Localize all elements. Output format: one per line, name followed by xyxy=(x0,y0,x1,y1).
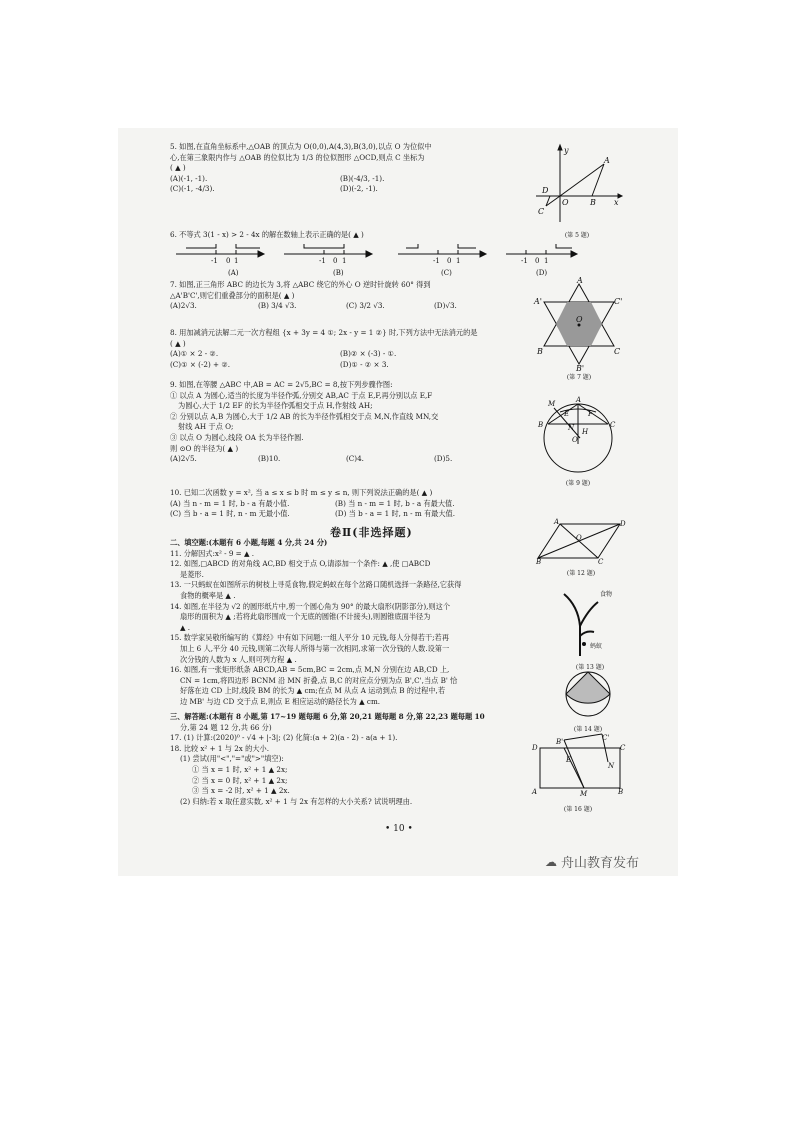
q5-line-1: 5. 如图,在直角坐标系中,△OAB 的顶点为 O(0,0),A(4,3),B(3,0),以点 O 为位似中 xyxy=(170,142,432,151)
q7-label-b-prime: B' xyxy=(576,364,585,373)
fill-line-2: 11. 分解因式:x² - 9 = ▲ . xyxy=(170,548,255,558)
q6-number-line-figure xyxy=(176,240,586,282)
q13-label-ant: 蚂蚁 xyxy=(590,643,603,650)
q12-label-d: D xyxy=(620,520,626,528)
fill-line-11: 加上 6 人,平分 40 元钱,则第二次每人所得与第一次相同,求第一次分钱的人数.设第一 xyxy=(180,643,450,653)
watermark-text: 舟山教育发布 xyxy=(561,856,640,871)
q12-label-c: C xyxy=(598,558,604,566)
q6-b-tick-0: 0 xyxy=(333,257,338,265)
q5-caption: (第 5 题) xyxy=(564,232,590,239)
q10-option-c: (C) 当 b - a = 1 时, n - m 无最小值. xyxy=(170,509,290,519)
fill-line-8: 扇形的面积为 ▲ ;若将此扇形围成一个无底的圆锥(不计接头),则圆锥底面半径为 xyxy=(180,612,431,622)
q10-option-b: (B) 当 n - m = 1 时, b - a 有最大值. xyxy=(335,498,455,508)
q12-caption: (第 12 题) xyxy=(566,570,596,577)
q7-line-2: △A'B'C',则它们重叠部分的面积是( ▲ ) xyxy=(170,290,295,300)
q9-option-d: (D)5. xyxy=(434,454,453,464)
fill-line-1: 二、填空题:(本题有 6 小题,每题 4 分,共 24 分) xyxy=(170,538,328,547)
q5-line-3: ( ▲ ) xyxy=(170,163,186,173)
figure-q5 xyxy=(532,144,622,239)
q16-label-d: D xyxy=(532,744,538,752)
q7-label-c-prime: C' xyxy=(614,297,623,306)
q9-label-a: A xyxy=(576,396,582,404)
answer-line-9: (2) 归纳:若 x 取任意实数, x² + 1 与 2x 有怎样的大小关系? 试说明理由. xyxy=(180,796,413,806)
page-number: • 10 • xyxy=(385,824,413,834)
q6-option-c: (C) xyxy=(441,269,452,277)
q9-label-c: C xyxy=(610,421,616,429)
q16-label-e: E xyxy=(566,756,572,764)
q16-label-c-prime: C' xyxy=(602,734,610,742)
q6-number-lines xyxy=(176,240,586,286)
q9-label-n: N xyxy=(568,424,575,432)
q16-label-c: C xyxy=(620,744,626,752)
q6-d-tick-1: 1 xyxy=(544,257,549,265)
q5-line-2: 心,在第三象限内作与 △OAB 的位似比为 1/3 的位似图形 △OCD,则点 C 坐标为 xyxy=(170,152,425,162)
fill-line-13: 16. 如图,有一张矩形纸条 ABCD,AB = 5cm,BC = 2cm,点 M,N 分别在边 AB,CD 上, xyxy=(170,665,450,675)
q9-option-b: (B)10. xyxy=(258,454,281,464)
fill-line-7: 14. 如图,在半径为 √2 的圆形纸片中,剪一个圆心角为 90° 的最大扇形(阴影部分),则这个 xyxy=(170,601,451,611)
q6-a-tick-0: 0 xyxy=(226,257,231,265)
q5-label-a: A xyxy=(604,156,610,165)
fill-line-16: 边 MB' 与边 CD 交于点 E,则点 E 相应运动的路径长为 ▲ cm. xyxy=(180,696,381,706)
fill-line-10: 15. 数学家吴敬所编写的《算经》中有如下问题:一组人平分 10 元钱,每人分得若干;若再 xyxy=(170,633,449,643)
q8-option-a: (A)① × 2 - ②. xyxy=(170,349,219,359)
figure-q12 xyxy=(536,518,626,577)
q9-line-4: ② 分别以点 A,B 为圆心,大于 1/2 AB 的长为半径作弧相交于点 M,N,作直线 MN,交 xyxy=(170,411,439,421)
q5-label-d: D xyxy=(542,186,549,195)
q16-label-b: B xyxy=(618,788,624,796)
q10-option-a: (A) 当 n - m = 1 时, b - a 有最小值. xyxy=(170,498,290,508)
q12-parallelogram-figure xyxy=(536,518,626,564)
q7-option-b: (B) 3/4 √3. xyxy=(258,301,297,311)
q10-line-1: 10. 已知二次函数 y = x², 当 a ≤ x ≤ b 时 m ≤ y ≤ n, 则下列说法正确的是( ▲ ) xyxy=(170,488,433,497)
q6-b-tick-neg1: -1 xyxy=(319,257,326,265)
q8-line-2: ( ▲ ) xyxy=(170,338,186,348)
fill-line-5: 13. 一只蚂蚁在如图所示的树枝上寻觅食物,假定蚂蚁在每个岔路口随机选择一条路径,它获得 xyxy=(170,580,462,590)
q7-option-a: (A)2√3. xyxy=(170,301,197,311)
q14-sector-figure xyxy=(560,670,616,720)
q9-line-7: 则 ⊙O 的半径为( ▲ ) xyxy=(170,443,239,453)
answer-line-6: ① 当 x = 1 时, x² + 1 ▲ 2x; xyxy=(192,764,288,774)
q6-option-b: (B) xyxy=(333,269,344,277)
q5-option-b: (B)(-4/3, -1). xyxy=(340,173,385,183)
q5-option-c: (C)(-1, -4/3). xyxy=(170,184,215,194)
q7-star-figure xyxy=(534,276,624,373)
q13-tree-figure xyxy=(560,586,620,658)
q6-line-1: 6. 不等式 3(1 - x) > 2 - 4x 的解在数轴上表示正确的是( ▲ ) xyxy=(170,230,364,239)
q16-label-a: A xyxy=(532,788,538,796)
q6-d-tick-0: 0 xyxy=(535,257,540,265)
q6-a-tick-1: 1 xyxy=(234,257,239,265)
wechat-icon: ☁ xyxy=(545,854,557,869)
q9-circle-figure xyxy=(536,394,620,474)
q7-label-a-prime: A' xyxy=(534,297,542,306)
figure-q13 xyxy=(560,586,620,671)
fill-line-14: CN = 1cm,将四边形 BCNM 沿 MN 折叠,点 B,C 的对应点分别为点 B',C',当点 B' 恰 xyxy=(180,675,458,685)
fill-line-3: 12. 如图,□ABCD 的对角线 AC,BD 相交于点 O,请添加一个条件: ▲ ,使 □ABCD xyxy=(170,559,431,569)
q7-label-o: O xyxy=(576,315,583,324)
figure-q7 xyxy=(534,278,624,381)
q9-label-b: B xyxy=(538,421,544,429)
q7-option-d: (D)√3. xyxy=(434,301,457,311)
q16-label-n: N xyxy=(608,762,615,770)
q9-caption: (第 9 题) xyxy=(565,480,591,487)
watermark xyxy=(545,852,639,871)
q6-b-tick-1: 1 xyxy=(342,257,347,265)
q12-label-a: A xyxy=(554,518,560,526)
figure-q16 xyxy=(530,732,626,813)
q10-option-d: (D) 当 b - a = 1 时, n - m 有最大值. xyxy=(335,509,455,519)
q5-label-x: x xyxy=(614,198,619,207)
q6-c-tick-1: 1 xyxy=(456,257,461,265)
q5-option-a: (A)(-1, -1). xyxy=(170,173,208,183)
q7-label-b: B xyxy=(537,347,543,356)
fill-line-4: 是菱形. xyxy=(180,569,204,579)
q6-option-a: (A) xyxy=(228,269,239,277)
answer-line-5: (1) 尝试(用"<","="或">"填空): xyxy=(180,754,284,764)
answer-line-1: 三、解答题:(本题有 8 小题,第 17~19 题每题 6 分,第 20,21 题每题 8 分,第 22,23 题每题 10 xyxy=(170,712,485,721)
q7-option-c: (C) 3/2 √3. xyxy=(346,301,385,311)
q8-option-c: (C)① × (-2) + ②. xyxy=(170,359,231,369)
answer-line-4: 18. 比较 x² + 1 与 2x 的大小. xyxy=(170,743,269,753)
q9-label-e: E xyxy=(564,410,570,418)
q8-option-b: (B)② × (-3) - ①. xyxy=(340,349,397,359)
q16-label-m: M xyxy=(580,790,588,798)
q6-a-tick-neg1: -1 xyxy=(211,257,218,265)
q7-label-c: C xyxy=(614,347,621,356)
q16-caption: (第 16 题) xyxy=(563,806,593,813)
fill-line-9: ▲ . xyxy=(180,622,191,632)
q6-option-d: (D) xyxy=(536,269,548,277)
q12-label-b: B xyxy=(536,558,542,566)
q5-coordinate-figure xyxy=(532,144,622,226)
q9-line-1: 9. 如图,在等腰 △ABC 中,AB = AC = 2√5,BC = 8,按下列步骤作图: xyxy=(170,380,393,389)
q9-option-a: (A)2√5. xyxy=(170,454,197,464)
q9-option-c: (C)4. xyxy=(346,454,364,464)
q9-label-o: O xyxy=(572,436,578,444)
q9-line-6: ③ 以点 O 为圆心,线段 OA 长为半径作圆. xyxy=(170,432,304,442)
figure-q9 xyxy=(536,394,620,487)
q9-label-h: H xyxy=(582,428,589,436)
q5-label-o: O xyxy=(562,198,569,207)
fill-line-6: 食物的概率是 ▲ . xyxy=(180,590,236,600)
q6-d-tick-neg1: -1 xyxy=(521,257,528,265)
q9-label-m: M xyxy=(548,400,556,408)
q9-line-3: 为圆心,大于 1/2 EF 的长为半径作弧相交于点 H,作射线 AH; xyxy=(178,401,373,411)
answer-line-8: ③ 当 x = -2 时, x² + 1 ▲ 2x. xyxy=(192,786,290,796)
q7-caption: (第 7 题) xyxy=(566,374,592,381)
q9-line-2: ① 以点 A 为圆心,适当的长度为半径作弧,分别交 AB,AC 于点 E,F,再分别以点 E,F xyxy=(170,390,433,400)
section-2-title: 卷Ⅱ(非选择题) xyxy=(330,526,413,539)
q8-line-1: 8. 用加减消元法解二元一次方程组 {x + 3y = 4 ①; 2x - y = 1 ②} 时,下列方法中无法消元的是 xyxy=(170,328,478,337)
q16-label-b-prime: B' xyxy=(556,738,564,746)
q6-c-tick-0: 0 xyxy=(447,257,452,265)
answer-line-3: 17. (1) 计算:(2020)⁰ - √4 + |-3|; (2) 化简:(a + 2)(a - 2) - a(a + 1). xyxy=(170,733,398,743)
q12-label-o: O xyxy=(576,534,582,542)
q7-line-1: 7. 如图,正三角形 ABC 的边长为 3,将 △ABC 绕它的外心 O 逆时针旋转 60° 得到 xyxy=(170,280,431,289)
q5-label-c: C xyxy=(538,207,545,216)
q13-caption: (第 13 题) xyxy=(575,664,605,671)
q5-label-y: y xyxy=(564,146,569,155)
q6-c-tick-neg1: -1 xyxy=(433,257,440,265)
q7-label-a: A xyxy=(577,276,583,285)
q8-option-d: (D)① - ② × 3. xyxy=(340,359,389,369)
q9-label-f: F xyxy=(588,410,593,418)
answer-line-7: ② 当 x = 0 时, x² + 1 ▲ 2x; xyxy=(192,775,288,785)
figure-q14 xyxy=(560,670,616,733)
fill-line-15: 好落在边 CD 上时,线段 BM 的长为 ▲ cm;在点 M 从点 A 运动到点 B 的过程中,若 xyxy=(180,686,446,696)
answer-line-2: 分,第 24 题 12 分,共 66 分) xyxy=(180,722,272,732)
q16-rectangle-figure xyxy=(530,732,626,800)
q9-line-5: 射线 AH 于点 O; xyxy=(178,422,234,432)
q13-label-food: 食物 xyxy=(600,591,613,598)
fill-line-12: 次分钱的人数为 x 人,则可列方程 ▲ . xyxy=(180,654,297,664)
q5-option-d: (D)(-2, -1). xyxy=(340,184,378,194)
q14-caption: (第 14 题) xyxy=(573,726,603,733)
q5-label-b: B xyxy=(590,198,596,207)
